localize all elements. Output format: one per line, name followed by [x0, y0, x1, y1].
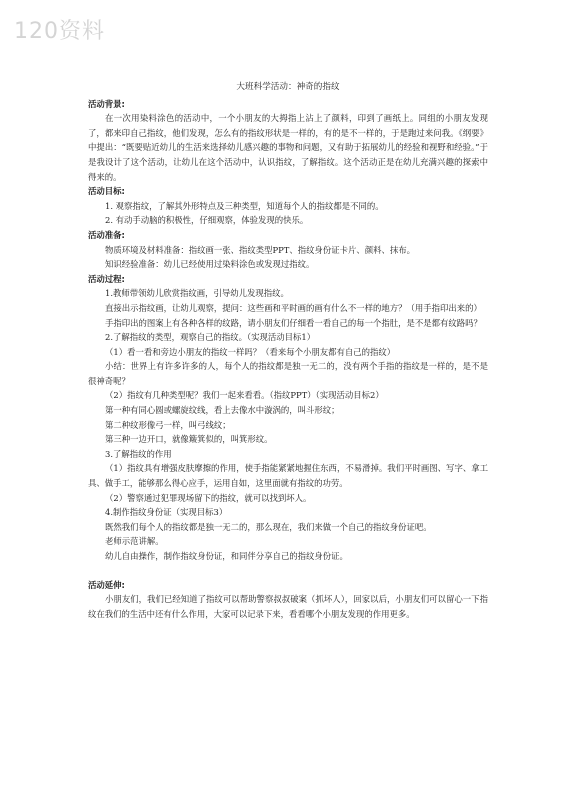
- process-line: （1）看一看和旁边小朋友的指纹一样吗？（看来每个小朋友都有自己的指纹）: [105, 346, 396, 357]
- process-line: 4.制作指纹身份证（实现目标3）: [105, 507, 228, 518]
- heading-prep: 活动准备:: [88, 229, 125, 240]
- process-line: 小结：世界上有许多许多的人，每个人的指纹都是独一无二的，没有两个手指的指纹是一样的，是不是很神奇呢？: [88, 361, 488, 386]
- prep-item: 知识经验准备：幼儿已经使用过染料涂色或发现过指纹。: [105, 259, 315, 270]
- goal-item: 1. 观察指纹，了解其外形特点及三种类型，知道每个人的指纹都是不同的。: [105, 200, 384, 211]
- process-line: 1.教师带领幼儿欣赏指纹画，引导幼儿发现指纹。: [105, 288, 289, 299]
- goal-item: 2. 有动手动脑的积极性，仔细观察，体验发现的快乐。: [105, 215, 309, 226]
- watermark: 120资料: [14, 19, 105, 44]
- spacer: [88, 564, 488, 578]
- paragraph-extension: 小朋友们，我们已经知道了指纹可以帮助警察叔叔破案（抓坏人），回家以后，小朋友们可以留心一下指纹在我们的生活中还有什么作用，大家可以记录下来，看看哪个小朋友发现的作用更多。: [88, 594, 488, 619]
- heading-process: 活动过程:: [88, 273, 125, 284]
- process-line: 既然我们每个人的指纹都是独一无二的，那么现在，我们来做一个自己的指纹身份证吧。: [105, 521, 432, 532]
- process-line: （1）指纹具有增强皮肤摩擦的作用，使手指能紧紧地握住东西，不易滑掉。我们平时画图、写字、拿工具、做手工，能够那么得心应手，运用自如，这里面就有指纹的功劳。: [88, 463, 488, 489]
- prep-item: 物质环境及材料准备：指纹画一张、指纹类型PPT、指纹身份证卡片、颜料、抹布。: [105, 244, 415, 255]
- process-line: 老师示范讲解。: [105, 536, 164, 547]
- process-line: （2）警察通过犯罪现场留下的指纹，就可以找到坏人。: [105, 492, 312, 503]
- process-line: 3.了解指纹的作用: [105, 448, 172, 459]
- paragraph-background: 在一次用染料涂色的活动中，一个小朋友的大拇指上沾上了颜料，印到了画纸上。同组的小朋友发现了，都来印自己指纹，他们发现，怎么有的指纹形状是一样的，有的是不一样的，于是跑过来问我。《纲要》中提出：“既要贴近幼儿的生活来选择幼儿感兴趣的事物和问题，又有助于拓展幼儿的经验和视野和经验。”于是我设计了这个活动，让幼儿在这个活动中，认识指纹，了解指纹。这个活动正是在幼儿充满兴趣的探索中得来的。: [88, 113, 488, 182]
- process-line: 手指印出的图案上有各种各样的纹路，请小朋友们仔细看一看自己的每一个指肚，是不是都有纹路吗？: [105, 317, 482, 328]
- process-line: 2.了解指纹的类型，观察自己的指纹。（实现活动目标1）: [105, 332, 316, 343]
- process-line: 第一种有同心圆或螺旋纹线，看上去像水中漩涡的，叫斗形纹；: [105, 405, 340, 416]
- heading-background: 活动背景:: [88, 98, 125, 109]
- heading-extension: 活动延伸:: [88, 579, 125, 590]
- process-line: 第二种纹形像弓一样，叫弓线纹；: [105, 419, 231, 430]
- document-title: 大班科学活动：神奇的指纹: [236, 82, 340, 92]
- process-line: 第三种一边开口，就像簸箕似的，叫箕形纹。: [105, 434, 273, 445]
- process-line: 幼儿自由操作，制作指纹身份证，和同伴分享自己的指纹身份证。: [105, 551, 348, 561]
- process-line: 直接出示指纹画，让幼儿观察，提问：这些画和平时画的画有什么不一样的地方？（用手指印出来的）: [105, 302, 482, 313]
- heading-goals: 活动目标:: [88, 186, 125, 197]
- document-page: [88, 80, 488, 621]
- process-line: （2）指纹有几种类型呢？我们一起来看看。（指纹PPT）（实现活动目标2）: [105, 390, 384, 401]
